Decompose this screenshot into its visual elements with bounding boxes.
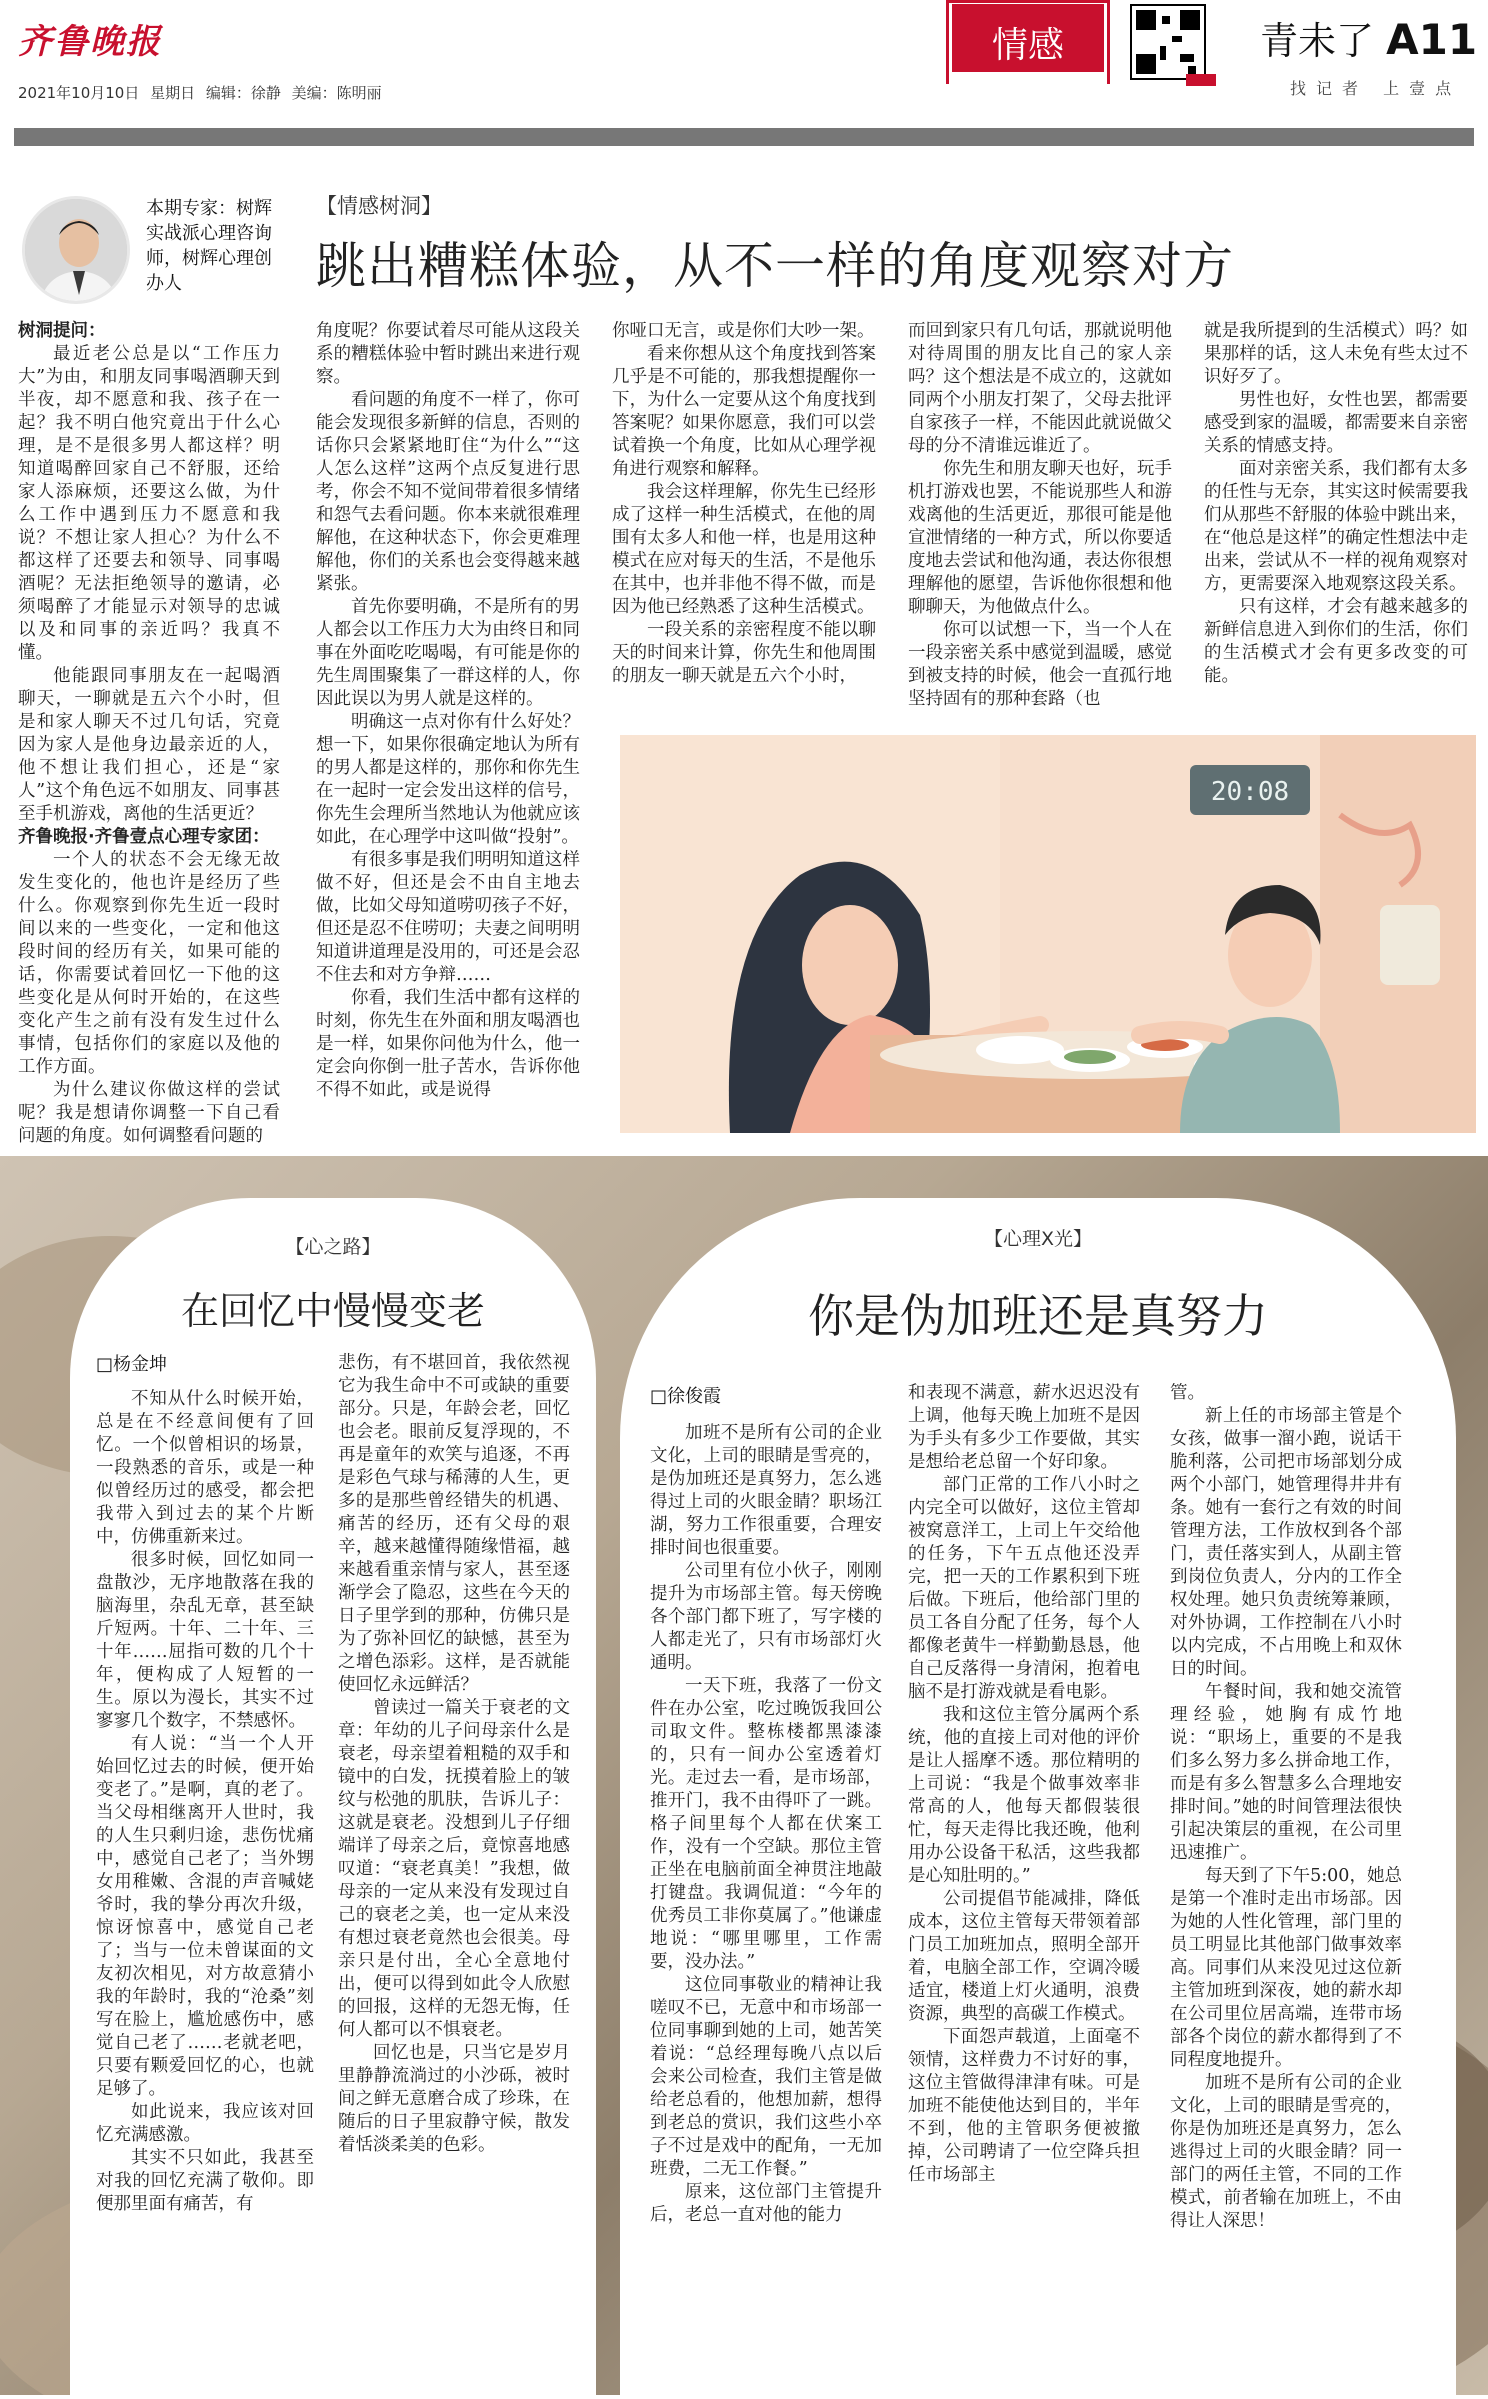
page-name: 青未了	[1260, 19, 1375, 63]
paragraph: 部门正常的工作八小时之内完全可以做好，这位主管却被窝意洋工，上司上午交给他的任务，下午五点他还没弄完，把一天的工作累积到下班后做。下班后，他给部门里的员工各自分配了任务，每个人都像老黄牛一样勤勤恳恳，他自己反落得一身清闲，抱着电脑不是打游戏就是看电影。	[908, 1475, 1140, 1702]
paragraph: 和表现不满意，薪水迟迟没有上调，他每天晚上加班不是因为手头有多少工作要做，其实是想给老总留一个好印象。	[908, 1383, 1140, 1472]
paragraph: 这位同事敬业的精神让我嗟叹不已，无意中和市场部一位同事聊到她的上司，她苦笑着说：“总经理每晚八点以后会来公司检查，我们主管是做给老总看的，他想加薪，想得到老总的赏识，我们这些小卒子不过是戏中的配角，一无加班费，二无工作餐。”	[650, 1975, 882, 2179]
paragraph: 有很多事是我们明明知道这样做不好，但还是会不由自主地去做，比如父母知道唠叨孩子不好，但还是忍不住唠叨；夫妻之间明明知道讲道理是没用的，可还是会忍不住去和对方争辩……	[316, 850, 580, 985]
paragraph: 公司提倡节能减排，降低成本，这位主管每天带领着部门员工加班加点，照明全部开着，电脑全部工作，空调冷暖适宜，楼道上灯火通明，浪费资源，典型的高碳工作模式。	[908, 1889, 1140, 2024]
author-info	[146, 196, 276, 296]
paragraph: 公司里有位小伙子，刚刚提升为市场部主管。每天傍晚各个部门都下班了，写字楼的人都走光了，只有市场部灯火通明。	[650, 1561, 882, 1673]
header-rule	[14, 128, 1474, 146]
paragraph: 原来，这位部门主管提升后，老总一直对他的能力	[650, 2182, 882, 2225]
paragraph: 明确这一点对你有什么好处？想一下，如果你很确定地认为所有的男人都是这样的，那你和你先生在一起时一定会发出这样的信号，你先生会理所当然地认为他就应该如此，在心理学中这叫做“投射”。	[316, 712, 580, 847]
paragraph: 你先生和朋友聊天也好，玩手机打游戏也罢，不能说那些人和游戏离他的生活更近，那很可能是他宣泄情绪的一种方式，所以你要适度地去尝试和他沟通，表达你很想理解他的愿望，告诉他你很想和他聊聊天，为他做点什么。	[908, 459, 1172, 617]
qr-badge	[1186, 74, 1216, 86]
article1-column-4	[908, 320, 1172, 711]
paragraph: 看问题的角度不一样了，你可能会发现很多新鲜的信息，否则的话你只会紧紧地盯住“为什么”“这人怎么这样”这两个点反复进行思考，你会不知不觉间带着很多情绪和怨气去看问题。你本来就很难理解他，在这种状态下，你会更难理解他，你们的关系也会变得越来越紧张。	[316, 390, 580, 594]
paragraph: 悲伤，有不堪回首，我依然视它为我生命中不可或缺的重要部分。只是，年龄会老，回忆也会老。眼前反复浮现的，不再是童年的欢笑与追逐，不再是彩色气球与稀薄的人生，更多的是那些曾经错失的机遇、痛苦的经历，还有父母的艰辛，越来越懂得随缘惜福，越来越看重亲情与家人，甚至逐渐学会了隐忍，这些在今天的日子里学到的那种，仿佛只是为了弥补回忆的缺憾，甚至为之增色添彩。这样，是否就能使回忆永远鲜活？	[338, 1353, 570, 1695]
article1-kicker: 【情感树洞】	[316, 194, 442, 218]
author-bio: 实战派心理咨询师，树辉心理创办人	[146, 223, 272, 294]
paragraph: 只有这样，才会有越来越多的新鲜信息进入到你们的生活，你们的生活模式才会有更多改变的可能。	[1204, 597, 1468, 686]
article3-column-2	[908, 1382, 1140, 2187]
paragraph: 曾读过一篇关于衰老的文章：年幼的儿子问母亲什么是衰老，母亲望着粗糙的双手和镜中的白发，抚摸着脸上的皱纹与松弛的肌肤，告诉儿子：这就是衰老。没想到儿子仔细端详了母亲之后，竟惊喜地感叹道：“衰老真美！”我想，做母亲的一定从来没有发现过自己的衰老之美，也一定从来没有想过衰老竟然也会很美。母亲只是付出，全心全意地付出，便可以得到如此令人欣慰的回报，这样的无怨无悔，任何人都可以不惧衰老。	[338, 1698, 570, 2040]
qr-code-icon	[1130, 4, 1206, 80]
paragraph: 他能跟同事朋友在一起喝酒聊天，一聊就是五六个小时，但是和家人聊天不过几句话，究竟因为家人是他身边最亲近的人，他不想让我们担心，还是“家人”这个角色远不如朋友、同事甚至手机游戏，离他的生活更近？	[18, 666, 280, 824]
paragraph: 你看，我们生活中都有这样的时刻，你先生在外面和朋友喝酒也是一样，如果你问他为什么，他一定会向你倒一肚子苦水，告诉你他不得不如此，或是说得	[316, 988, 580, 1100]
paragraph: 很多时候，回忆如同一盘散沙，无序地散落在我的脑海里，杂乱无章，甚至缺斤短两。十年、二十年、三十年……屈指可数的几个十年，便构成了人短暂的一生。原以为漫长，其实不过寥寥几个数字，不禁感怀。	[96, 1550, 314, 1731]
paragraph: 如此说来，我应该对回忆充满感激。	[96, 2102, 314, 2145]
article2-kicker: 【心之路】	[285, 1236, 381, 1258]
page-subline: 找记者 上壹点	[1290, 79, 1462, 98]
paragraph: 你可以试想一下，当一个人在一段亲密关系中感觉到温暖，感觉到被支持的时候，他会一直孤行地坚持固有的那种套路（也	[908, 620, 1172, 709]
issue-meta: 2021年10月10日 星期日 编辑：徐静 美编：陈明丽	[18, 84, 382, 102]
article3-title: 你是伪加班还是真努力	[808, 1289, 1268, 1343]
paragraph: 一段关系的亲密程度不能以聊天的时间来计算，你先生和他周围的朋友一聊天就是五六个小时，	[612, 620, 876, 686]
paragraph: 一个人的状态不会无缘无故发生变化的，他也许是经历了些什么。你观察到你先生近一段时间以来的一些变化，一定和他这段时间的经历有关，如果可能的话，你需要试着回忆一下他的这些变化是从何时开始的，在这些变化产生之前有没有发生过什么事情，包括你们的家庭以及他的工作方面。	[18, 850, 280, 1077]
paragraph: 其实不只如此，我甚至对我的回忆充满了敬仰。即便那里面有痛苦，有	[96, 2148, 314, 2214]
page-id	[1260, 10, 1477, 65]
article1-title: 跳出糟糕体验，从不一样的角度观察对方	[316, 237, 1234, 295]
paragraph: 新上任的市场部主管是个女孩，做事一溜小跑，说话干脆利落，公司把市场部划分成两个小部门，她管理得井井有条。她有一套行之有效的时间管理方法，工作放权到各个部门，责任落实到人，从副主管到岗位负责人，分内的工作全权处理。她只负责统筹兼顾，对外协调，工作控制在八小时以内完成，不占用晚上和双休日的时间。	[1170, 1406, 1402, 1679]
article2-title: 在回忆中慢慢变老	[180, 1289, 485, 1333]
page-number: A11	[1386, 15, 1478, 64]
paragraph: 齐鲁晚报·齐鲁壹点心理专家团：	[18, 827, 270, 847]
paragraph: 为什么建议你做这样的尝试呢？我是想请你调整一下自己看问题的角度。如何调整看问题的	[18, 1080, 280, 1146]
newspaper-brand: 齐鲁晚报	[18, 22, 162, 62]
article1-column-1	[18, 320, 280, 1148]
article1-column-2	[316, 320, 580, 1102]
article1-column-5	[1204, 320, 1468, 688]
article2-column-1	[96, 1388, 314, 2216]
paragraph: 男性也好，女性也罢，都需要感受到家的温暖，都需要来自亲密关系的情感支持。	[1204, 390, 1468, 456]
paragraph: 树洞提问：	[18, 321, 106, 341]
paragraph: 加班不是所有公司的企业文化，上司的眼睛是雪亮的，你是伪加班还是真努力，怎么逃得过上司的火眼金睛？同一部门的两任主管，不同的工作模式，前者输在加班上，不由得让人深思！	[1170, 2073, 1402, 2231]
couple-dinner-illustration	[620, 735, 1476, 1133]
paragraph: 管。	[1170, 1383, 1205, 1403]
author-avatar	[22, 196, 130, 304]
article3-byline: □徐俊霞	[650, 1386, 722, 1407]
paragraph: 首先你要明确，不是所有的男人都会以工作压力大为由终日和同事在外面吃吃喝喝，有可能是你的先生周围聚集了一群这样的人，你因此误以为男人就是这样的。	[316, 597, 580, 709]
paragraph: 午餐时间，我和她交流管理经验，她胸有成竹地说：“职场上，重要的不是我们多么努力多么拼命地工作，而是有多么智慧多么合理地安排时间。”她的时间管理法很快引起决策层的重视，在公司里迅速推广。	[1170, 1682, 1402, 1863]
clock-readout: 20:08	[1210, 777, 1290, 807]
article3-column-1	[650, 1422, 882, 2227]
paragraph: 加班不是所有公司的企业文化，上司的眼睛是雪亮的，是伪加班还是真努力，怎么逃得过上司的火眼金睛？职场江湖，努力工作很重要，合理安排时间也很重要。	[650, 1423, 882, 1558]
paragraph: 看来你想从这个角度找到答案几乎是不可能的，那我想提醒你一下，为什么一定要从这个角度找到答案呢？如果你愿意，我们可以尝试着换一个角度，比如从心理学视角进行观察和解释。	[612, 344, 876, 479]
paragraph: 我和这位主管分属两个系统，他的直接上司对他的评价是让人摇摩不透。那位精明的上司说：“我是个做事效率非常高的人，他每天都假装很忙，每天走得比我还晚，他利用办公设备干私活，这些我都是心知肚明的。”	[908, 1705, 1140, 1886]
article1-column-3	[612, 320, 876, 688]
paragraph: 每天到了下午5:00，她总是第一个准时走出市场部。因为她的人性化管理，部门里的员工明显比其他部门做事效率高。同事们从来没见过这位新主管加班到深夜，她的薪水却在公司里位居高端，连带市场部各个岗位的薪水都得到了不同程度地提升。	[1170, 1866, 1402, 2070]
paragraph: 我会这样理解，你先生已经形成了这样一种生活模式，在他的周围有太多人和他一样，也是用这种模式在应对每天的生活，不是他乐在其中，也并非他不得不做，而是因为他已经熟悉了这种生活模式。	[612, 482, 876, 617]
paragraph: 而回到家只有几句话，那就说明他对待周围的朋友比自己的家人亲吗？这个想法是不成立的，这就如同两个小朋友打架了，父母去批评自家孩子一样，不能因此就说做父母的分不清谁远谁近了。	[908, 321, 1172, 456]
article3-column-3	[1170, 1382, 1402, 2233]
paragraph: 最近老公总是以“工作压力大”为由，和朋友同事喝酒聊天到半夜，却不愿意和我、孩子在一起？我不明白他究竟出于什么心理，是不是很多男人都这样？明知道喝醉回家自己不舒服，还给家人添麻烦，还要这么做，为什么工作中遇到压力不愿意和我说？不想让家人担心？为什么不都这样了还要去和领导、同事喝酒呢？无法拒绝领导的邀请，必须喝醉了才能显示对领导的忠诚以及和同事的亲近吗？我真不懂。	[18, 344, 280, 663]
article2-byline: □杨金坤	[96, 1354, 168, 1375]
paragraph: 角度呢？你要试着尽可能从这段关系的糟糕体验中暂时跳出来进行观察。	[316, 321, 580, 387]
paragraph: 你哑口无言，或是你们大吵一架。	[612, 321, 875, 341]
author-label: 本期专家：	[146, 198, 236, 219]
paragraph: 回忆也是，只当它是岁月里静静流淌过的小沙砾，被时间之鲜无意磨合成了珍珠，在随后的日子里寂静守候，散发着恬淡柔美的色彩。	[338, 2043, 570, 2155]
paragraph: 就是我所提到的生活模式）吗？如果那样的话，这人未免有些太过不识好歹了。	[1204, 321, 1468, 387]
paragraph: 有人说：“当一个人开始回忆过去的时候，便开始变老了。”是啊，真的老了。当父母相继离开人世时，我的人生只剩归途，悲伤忧痛中，感觉自己老了；当外甥女用稚嫩、含混的声音喊姥爷时，我的挚分再次升级，惊讶惊喜中，感觉自己老了；当与一位未曾谋面的文友初次相见，对方故意猜小我的年龄时，我的“沧桑”刻写在脸上，尴尬感伤中，感觉自己老了……老就老吧，只要有颗爱回忆的心，也就足够了。	[96, 1734, 314, 2099]
article3-kicker: 【心理X光】	[983, 1228, 1093, 1250]
paragraph: 不知从什么时候开始，总是在不经意间便有了回忆。一个似曾相识的场景，一段熟悉的音乐，或是一种似曾经历过的感受，都会把我带入到过去的某个片断中，仿佛重新来过。	[96, 1389, 314, 1547]
article2-column-2	[338, 1352, 570, 2157]
section-tab: 情感	[952, 4, 1104, 72]
paragraph: 一天下班，我落了一份文件在办公室，吃过晚饭我回公司取文件。整栋楼都黑漆漆的，只有一间办公室透着灯光。走过去一看，是市场部，推开门，我不由得吓了一跳。格子间里每个人都在伏案工作，没有一个空缺。那位主管正坐在电脑前面全神贯注地敲打键盘。我调侃道：“今年的优秀员工非你莫属了。”他谦虚地说：“哪里哪里，工作需要，没办法。”	[650, 1676, 882, 1972]
paragraph: 下面怨声载道，上面毫不领情，这样费力不讨好的事，这位主管做得津津有味。可是加班不能使他达到目的，半年不到，他的主管职务便被撤掉，公司聘请了一位空降兵担任市场部主	[908, 2027, 1140, 2185]
paragraph: 面对亲密关系，我们都有太多的任性与无奈，其实这时候需要我们从那些不舒服的体验中跳出来，在“他总是这样”的确定性想法中走出来，尝试从不一样的视角观察对方，更需要深入地观察这段关系。	[1204, 459, 1468, 594]
author-name: 树辉	[236, 198, 272, 219]
